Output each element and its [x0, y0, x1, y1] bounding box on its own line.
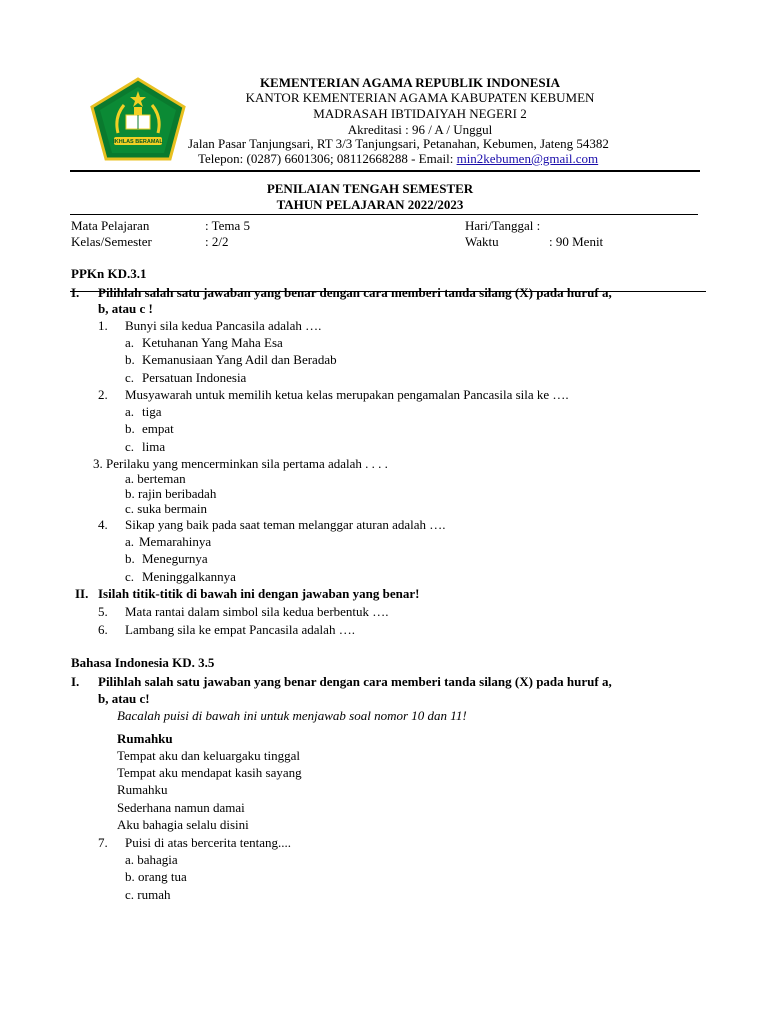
time-label: Waktu [465, 234, 499, 249]
question-number: 6. [98, 622, 108, 637]
option-text: Persatuan Indonesia [142, 370, 247, 385]
subject-label: Mata Pelajaran [71, 218, 150, 233]
question-text: Puisi di atas bercerita tentang.... [125, 835, 292, 850]
poem-line: Tempat aku mendapat kasih sayang [117, 765, 302, 780]
option-letter: a. [125, 534, 135, 549]
option-text: Meninggalkannya [142, 569, 236, 584]
option-text: Menegurnya [142, 551, 208, 566]
question-text: Musyawarah untuk memilih ketua kelas merupakan pengamalan Pancasila sila ke …. [125, 387, 569, 402]
question-number: 5. [98, 604, 108, 619]
question-number: 7. [98, 835, 108, 850]
date-label: Hari/Tanggal : [465, 218, 541, 233]
option-text: c. rumah [125, 887, 171, 902]
strike-line [70, 291, 706, 292]
ppkn-section2-number: II. [75, 586, 89, 601]
option-letter: a. [125, 404, 135, 419]
option-text: b. rajin beribadah [125, 486, 217, 501]
question-text: Bunyi sila kedua Pancasila adalah …. [125, 318, 322, 333]
poem-instruction: Bacalah puisi di bawah ini untuk menjawab soal nomor 10 dan 11! [117, 708, 467, 723]
subject-value: : Tema 5 [205, 218, 251, 233]
bindo-section1-instruction-cont: b, atau c! [98, 691, 150, 706]
option-letter: b. [125, 551, 135, 566]
question-number: 4. [98, 517, 108, 532]
option-letter: c. [125, 370, 135, 385]
kemenag-logo-icon [90, 77, 186, 161]
question-number: 1. [98, 318, 108, 333]
header-ministry: KEMENTERIAN AGAMA REPUBLIK INDONESIA [259, 75, 561, 90]
option-text: b. orang tua [125, 869, 187, 884]
question-text: Mata rantai dalam simbol sila kedua berbentuk …. [125, 604, 389, 619]
option-text: a. bahagia [125, 852, 178, 867]
question-text: Sikap yang baik pada saat teman melanggar aturan adalah …. [125, 517, 446, 532]
option-text: a. berteman [125, 471, 186, 486]
question-text: Lambang sila ke empat Pancasila adalah …. [125, 622, 355, 637]
option-text: empat [142, 421, 174, 436]
poem-title: Rumahku [117, 731, 173, 746]
class-label: Kelas/Semester [71, 234, 152, 249]
option-text: Kemanusiaan Yang Adil dan Beradab [142, 352, 337, 367]
ppkn-section1-instruction-cont: b, atau c ! [98, 301, 153, 316]
ppkn-heading: PPKn KD.3.1 [71, 266, 147, 281]
header-contact [198, 151, 598, 167]
poem-line: Sederhana namun damai [117, 800, 245, 815]
header-address: Jalan Pasar Tanjungsari, RT 3/3 Tanjungsari, Petanahan, Kebumen, Jateng 54382 [188, 136, 609, 151]
option-text: lima [142, 439, 166, 454]
class-value: : 2/2 [205, 234, 229, 249]
bindo-section1-instruction: Pilihlah salah satu jawaban yang benar dengan cara memberi tanda silang (X) pada huruf a, [98, 674, 612, 689]
time-value: : 90 Menit [549, 234, 604, 249]
question-number: 2. [98, 387, 108, 402]
header-divider [70, 170, 700, 172]
option-letter: a. [125, 335, 135, 350]
logo-motto: IKHLAS BERAMAL [113, 139, 163, 145]
option-letter: b. [125, 352, 135, 367]
bindo-heading: Bahasa Indonesia KD. 3.5 [71, 655, 215, 670]
option-letter: c. [125, 439, 135, 454]
header-school: MADRASAH IBTIDAIYAH NEGERI 2 [313, 106, 527, 121]
poem-line: Rumahku [117, 782, 168, 797]
email-link[interactable]: min2kebumen@gmail.com [456, 151, 599, 166]
option-text: c. suka bermain [125, 501, 207, 516]
option-letter: c. [125, 569, 135, 584]
header-phone: Telepon: (0287) 6601306; 08112668288 - Email: [198, 151, 457, 166]
exam-title: PENILAIAN TENGAH SEMESTER [266, 181, 474, 196]
ppkn-section1-number: I. [71, 285, 80, 300]
option-text: Ketuhanan Yang Maha Esa [142, 335, 283, 350]
header-office: KANTOR KEMENTERIAN AGAMA KABUPATEN KEBUMEN [245, 90, 595, 105]
header-accreditation: Akreditasi : 96 / A / Unggul [347, 122, 493, 137]
poem-line: Aku bahagia selalu disini [117, 817, 249, 832]
bindo-section1-number: I. [71, 674, 80, 689]
option-text: Memarahinya [139, 534, 212, 549]
exam-year: TAHUN PELAJARAN 2022/2023 [276, 197, 464, 212]
title-divider [70, 214, 698, 215]
option-letter: b. [125, 421, 135, 436]
question-text: 3. Perilaku yang mencerminkan sila pertama adalah . . . . [93, 456, 388, 471]
ppkn-section2-instruction: Isilah titik-titik di bawah ini dengan jawaban yang benar! [98, 586, 420, 601]
ppkn-section1-instruction: Pilihlah salah satu jawaban yang benar dengan cara memberi tanda silang (X) pada huruf a, [98, 285, 612, 300]
poem-line: Tempat aku dan keluargaku tinggal [117, 748, 300, 763]
option-text: tiga [142, 404, 162, 419]
